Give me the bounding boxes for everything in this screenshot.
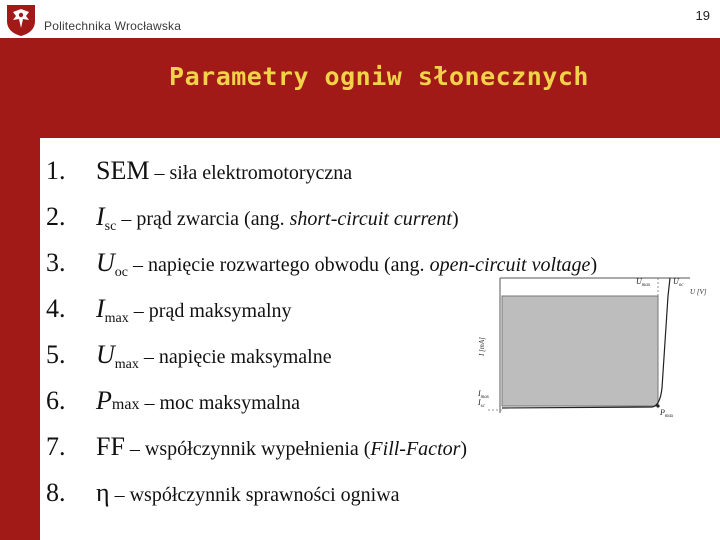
list-item	[46, 470, 597, 516]
item-description: – siła elektromotoryczna	[149, 162, 353, 184]
item-number: 3.	[46, 248, 66, 277]
item-description: – współczynnik sprawności ogniwa	[109, 484, 400, 506]
item-symbol: U	[96, 248, 115, 277]
item-number: 7.	[46, 432, 66, 461]
list-item	[46, 424, 597, 470]
university-logo	[4, 3, 38, 37]
isc-label: $I_{sc}$	[478, 398, 485, 409]
item-subscript: max	[104, 311, 129, 326]
item-description-end: )	[451, 208, 459, 230]
item-description: – moc maksymalna	[139, 392, 300, 414]
item-description-end: )	[590, 254, 598, 276]
current-axis-label: I [mA]	[478, 337, 486, 356]
item-description: – napięcie rozwartego obwodu (ang.	[128, 254, 430, 276]
item-symbol: SEM	[96, 156, 150, 185]
item-number: 8.	[46, 478, 66, 507]
item-subscript: oc	[114, 265, 128, 280]
pmax-label: $P_{max}$	[660, 408, 674, 418]
item-symbol: P	[96, 386, 112, 415]
item-symbol: U	[96, 340, 115, 369]
item-subscript: sc	[104, 219, 117, 234]
item-description: – współczynnik wypełnienia (	[124, 438, 371, 460]
item-description: – napięcie maksymalne	[138, 346, 332, 368]
item-number: 2.	[46, 202, 66, 231]
list-item	[46, 148, 597, 194]
item-description-end: )	[460, 438, 468, 460]
item-number: 1.	[46, 156, 66, 185]
item-description: – prąd maksymalny	[128, 300, 292, 322]
item-subscript: max	[111, 396, 140, 413]
item-number: 5.	[46, 340, 66, 369]
iv-characteristic-figure	[430, 268, 720, 418]
max-power-rectangle	[502, 296, 658, 406]
page-number: 19	[695, 8, 710, 23]
item-description-english: short-circuit current	[289, 208, 452, 230]
university-name: Politechnika Wrocławska	[44, 19, 182, 33]
imax-label: $I_{max}$	[478, 389, 490, 400]
item-subscript: max	[114, 357, 139, 372]
item-symbol: I	[96, 294, 105, 323]
item-description: – prąd zwarcia (ang.	[116, 208, 290, 230]
slide-title: Parametry ogniw słonecznych	[169, 62, 589, 91]
item-description-english: Fill-Factor	[370, 438, 461, 460]
item-number: 6.	[46, 386, 66, 415]
list-item	[46, 194, 597, 240]
item-number: 4.	[46, 294, 66, 323]
item-symbol: I	[96, 202, 105, 231]
umax-label: $U_{max}$	[636, 277, 651, 288]
item-description-english: open-circuit voltage	[429, 254, 591, 276]
item-symbol: η	[96, 478, 110, 507]
left-accent-bar	[0, 38, 40, 540]
slide-header	[0, 0, 720, 38]
uoc-label: $U_{oc}$	[673, 277, 684, 288]
voltage-axis-label: U [V]	[690, 288, 707, 296]
item-symbol: FF	[96, 432, 125, 461]
